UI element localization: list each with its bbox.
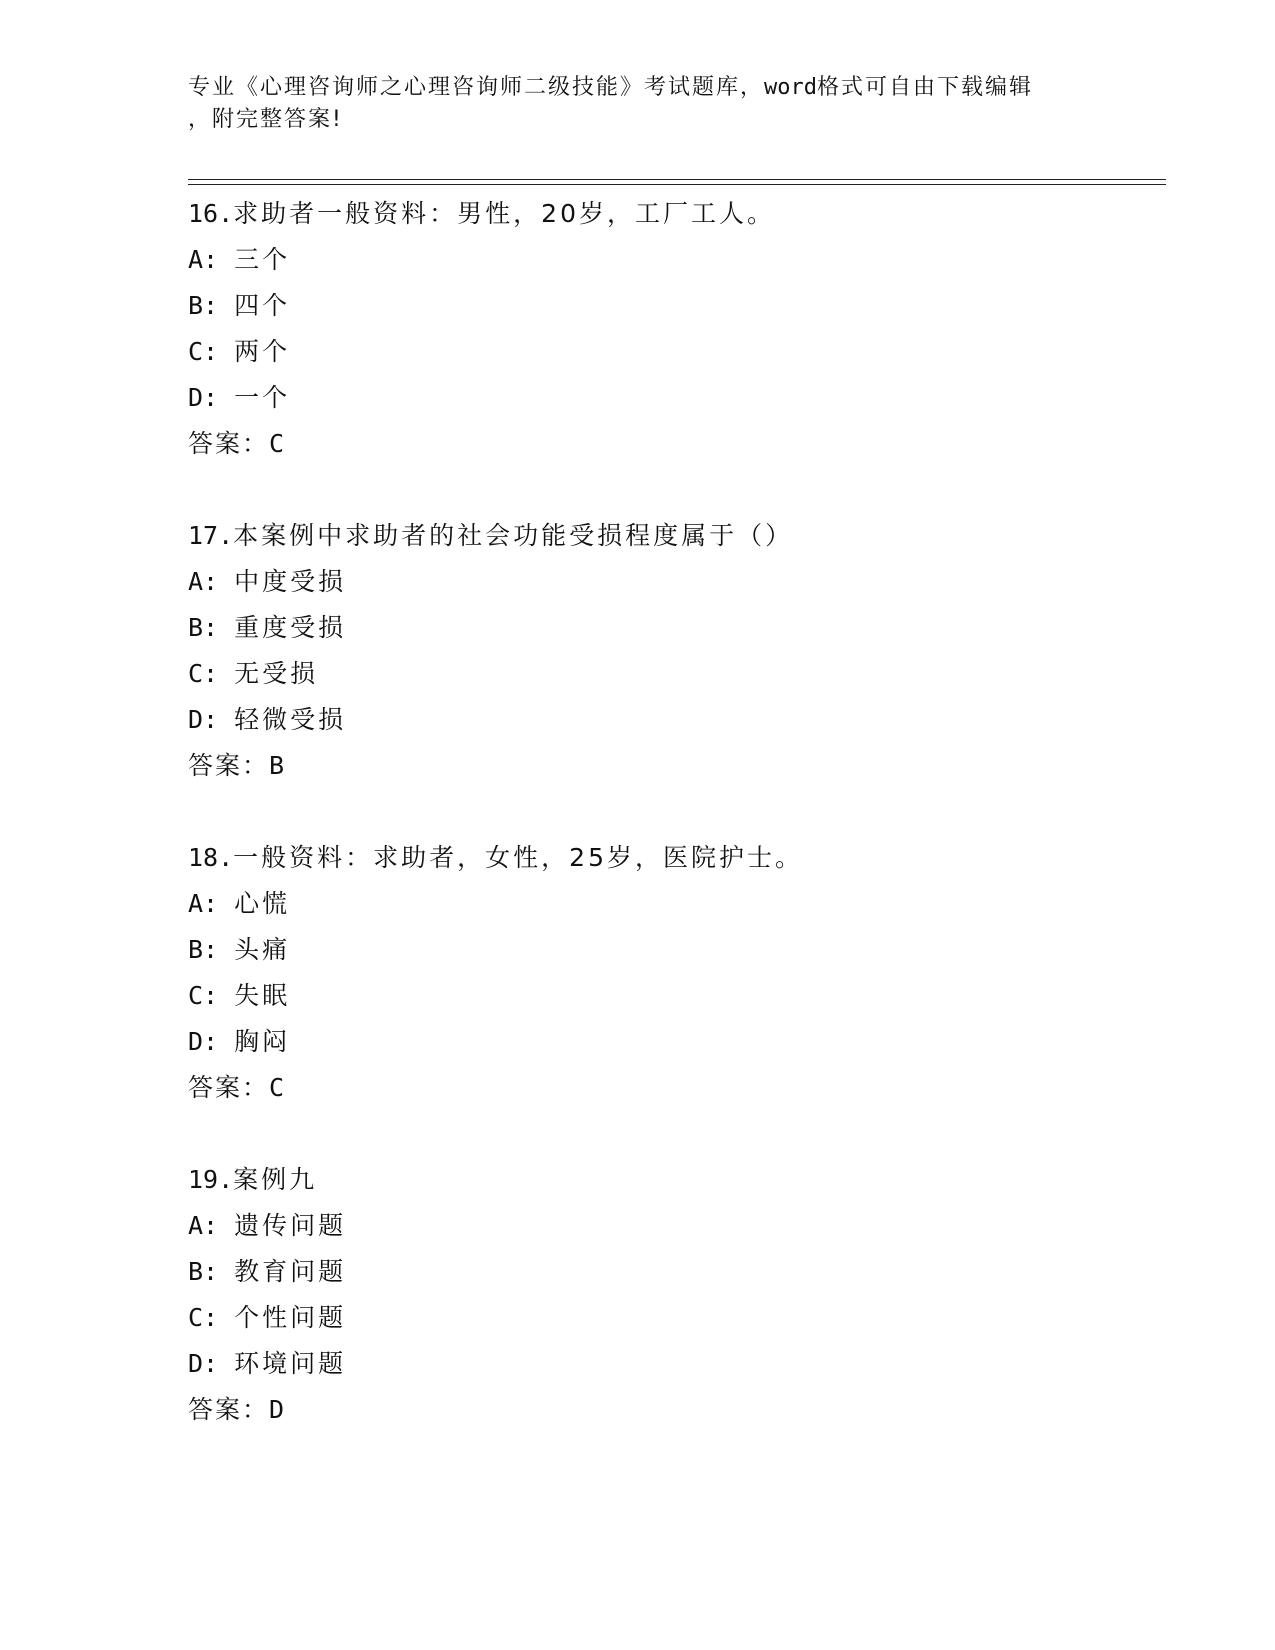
answer-value: C bbox=[269, 429, 285, 458]
option-letter: A: bbox=[188, 889, 219, 918]
question-text: 求助者一般资料：男性，20岁，工厂工人。 bbox=[233, 199, 775, 228]
question-stem bbox=[188, 191, 1168, 237]
answer-label: 答案： bbox=[188, 1073, 270, 1102]
option-letter: D: bbox=[188, 705, 219, 734]
option-text: 四个 bbox=[234, 291, 291, 320]
option-letter: C: bbox=[188, 659, 219, 688]
option-d bbox=[188, 375, 1168, 421]
question-number: 17. bbox=[188, 521, 234, 550]
header-text-2: 格式可自由下载编辑 bbox=[817, 75, 1034, 100]
option-text: 重度受损 bbox=[234, 613, 347, 642]
question-text: 案例九 bbox=[233, 1165, 318, 1194]
question-16 bbox=[188, 191, 1168, 467]
question-number: 18. bbox=[188, 843, 234, 872]
header-divider-top bbox=[188, 179, 1166, 180]
option-a bbox=[188, 1203, 1168, 1249]
option-text: 头痛 bbox=[234, 935, 291, 964]
option-text: 个性问题 bbox=[234, 1303, 347, 1332]
option-text: 失眠 bbox=[234, 981, 291, 1010]
option-letter: C: bbox=[188, 1303, 219, 1332]
option-letter: A: bbox=[188, 245, 219, 274]
option-letter: C: bbox=[188, 337, 219, 366]
answer-value: C bbox=[269, 1073, 285, 1102]
answer-line bbox=[188, 1065, 1168, 1111]
answer-line bbox=[188, 743, 1168, 789]
option-letter: B: bbox=[188, 291, 219, 320]
document-header bbox=[188, 72, 1078, 136]
option-letter: C: bbox=[188, 981, 219, 1010]
question-number: 19. bbox=[188, 1165, 234, 1194]
option-text: 教育问题 bbox=[234, 1257, 347, 1286]
question-stem bbox=[188, 513, 1168, 559]
option-letter: B: bbox=[188, 935, 219, 964]
option-letter: D: bbox=[188, 383, 219, 412]
answer-label: 答案： bbox=[188, 429, 270, 458]
question-text: 本案例中求助者的社会功能受损程度属于（） bbox=[233, 521, 794, 550]
answer-value: B bbox=[269, 751, 285, 780]
option-text: 遗传问题 bbox=[234, 1211, 347, 1240]
option-letter: B: bbox=[188, 1257, 219, 1286]
question-stem bbox=[188, 835, 1168, 881]
option-text: 中度受损 bbox=[234, 567, 347, 596]
option-d bbox=[188, 1341, 1168, 1387]
header-line-1 bbox=[188, 72, 1078, 104]
option-text: 轻微受损 bbox=[234, 705, 347, 734]
option-b bbox=[188, 927, 1168, 973]
option-a bbox=[188, 237, 1168, 283]
option-d bbox=[188, 697, 1168, 743]
option-text: 环境问题 bbox=[234, 1349, 347, 1378]
option-text: 两个 bbox=[234, 337, 291, 366]
question-list bbox=[188, 191, 1168, 1479]
option-c bbox=[188, 1295, 1168, 1341]
option-b bbox=[188, 605, 1168, 651]
option-text: 心慌 bbox=[234, 889, 291, 918]
option-text: 无受损 bbox=[234, 659, 319, 688]
option-a bbox=[188, 881, 1168, 927]
option-letter: A: bbox=[188, 1211, 219, 1240]
question-17 bbox=[188, 513, 1168, 789]
option-text: 胸闷 bbox=[234, 1027, 291, 1056]
option-letter: D: bbox=[188, 1349, 219, 1378]
answer-line bbox=[188, 421, 1168, 467]
answer-line bbox=[188, 1387, 1168, 1433]
answer-label: 答案： bbox=[188, 1395, 270, 1424]
option-b bbox=[188, 1249, 1168, 1295]
question-text: 一般资料：求助者，女性，25岁，医院护士。 bbox=[233, 843, 803, 872]
answer-label: 答案： bbox=[188, 751, 270, 780]
header-text-1: 专业《心理咨询师之心理咨询师二级技能》考试题库， bbox=[188, 75, 765, 100]
option-text: 一个 bbox=[234, 383, 291, 412]
header-text-word: word bbox=[764, 75, 817, 100]
option-c bbox=[188, 329, 1168, 375]
option-letter: A: bbox=[188, 567, 219, 596]
option-letter: B: bbox=[188, 613, 219, 642]
option-c bbox=[188, 973, 1168, 1019]
option-text: 三个 bbox=[234, 245, 291, 274]
question-19 bbox=[188, 1157, 1168, 1433]
option-d bbox=[188, 1019, 1168, 1065]
option-c bbox=[188, 651, 1168, 697]
answer-value: D bbox=[269, 1395, 285, 1424]
question-18 bbox=[188, 835, 1168, 1111]
option-letter: D: bbox=[188, 1027, 219, 1056]
question-number: 16. bbox=[188, 199, 234, 228]
option-b bbox=[188, 283, 1168, 329]
header-line-2: ，附完整答案! bbox=[188, 107, 343, 132]
question-stem bbox=[188, 1157, 1168, 1203]
header-divider-bottom bbox=[188, 184, 1166, 185]
option-a bbox=[188, 559, 1168, 605]
